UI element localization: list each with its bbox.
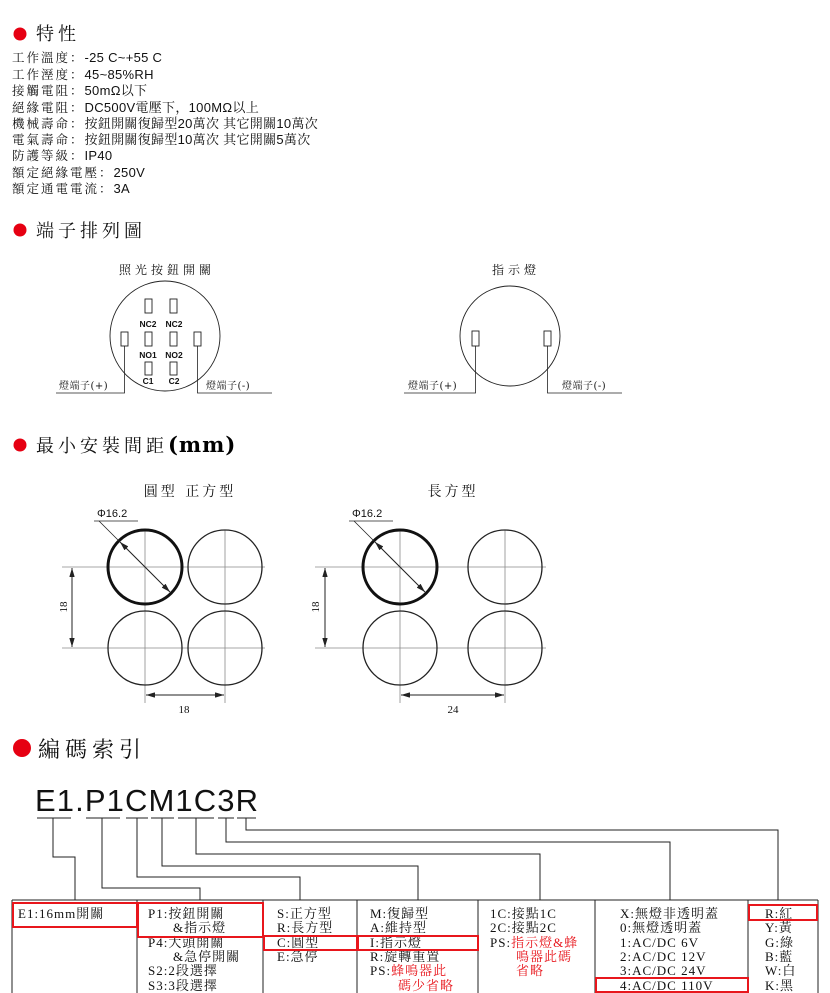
bullet-icon xyxy=(14,28,27,41)
spec-value: -25 C~+55 C xyxy=(84,50,163,65)
code-option: S3:3段選擇 xyxy=(148,978,218,993)
lamp-terminal-minus-label: 燈端子(-) xyxy=(562,381,607,392)
lamp-terminal-minus-label: 燈端子(-) xyxy=(206,381,251,392)
diameter-label: Φ16.2 xyxy=(352,508,383,520)
code-option: Y:黃 xyxy=(765,920,793,935)
section-title: 編碼索引 xyxy=(38,738,147,763)
code-option: C:圓型 xyxy=(277,935,320,950)
illuminated-switch-diagram xyxy=(56,262,272,393)
code-table xyxy=(12,900,818,993)
example-code: E1.P1CM1C3R xyxy=(35,783,258,818)
pin-label: NC2 xyxy=(139,319,157,329)
code-option: 2C:接點2C xyxy=(490,920,557,935)
rectangular-spacing-diagram xyxy=(310,483,546,716)
note-text: 省略 xyxy=(516,963,545,978)
code-option: S2:2段選擇 xyxy=(148,963,218,978)
diagram-caption: 圓型 正方型 xyxy=(143,484,237,500)
code-option: B:藍 xyxy=(765,949,794,964)
pin-label: NO1 xyxy=(139,350,157,360)
code-option: 0:無燈透明蓋 xyxy=(620,920,703,935)
spec-line xyxy=(12,50,162,65)
code-option: R:旋轉重置 xyxy=(370,949,441,964)
pin-label: C1 xyxy=(142,376,154,386)
code-option: G:綠 xyxy=(765,935,795,950)
spec-label: 額定通電電流： xyxy=(12,181,114,196)
spec-line xyxy=(12,100,259,116)
code-option: 1C:接點1C xyxy=(490,906,557,921)
note-prefix: PS: xyxy=(370,963,392,978)
terminal-pin xyxy=(145,299,152,313)
spec-value: 50mΩ以下 xyxy=(84,83,148,98)
spec-line xyxy=(12,181,130,196)
note-text: 指示燈&蜂 xyxy=(511,935,579,950)
spec-line xyxy=(12,148,112,163)
code-option: &急停開關 xyxy=(173,949,241,964)
spec-value: IP40 xyxy=(84,148,113,163)
note-text: 蜂鳴器此 xyxy=(391,963,448,978)
code-option: 1:AC/DC 6V xyxy=(620,935,699,950)
horizontal-pitch-label: 18 xyxy=(178,704,190,716)
voltage-column xyxy=(620,906,719,993)
horizontal-pitch-label: 24 xyxy=(447,704,459,716)
indicator-lamp-diagram xyxy=(404,262,622,393)
bullet-icon xyxy=(13,739,31,757)
spec-value: 按鈕開關復歸型10萬次 其它開關5萬次 xyxy=(84,132,311,147)
spec-label: 電氣壽命： xyxy=(12,132,85,147)
code-note xyxy=(370,963,447,978)
code-option: E:急停 xyxy=(277,949,319,964)
code-option: M:復歸型 xyxy=(370,906,430,921)
spec-label: 工作溫度： xyxy=(12,50,85,65)
lamp-terminal-plus-label: 燈端子(+) xyxy=(408,381,458,392)
diagram-caption: 長方型 xyxy=(427,484,479,500)
terminal-pin xyxy=(170,362,177,375)
diameter-leader xyxy=(354,521,375,542)
encoding-section xyxy=(12,738,818,993)
diagram-caption: 照光按鈕開關 xyxy=(118,263,216,277)
spec-label: 工作溼度： xyxy=(12,67,85,82)
code-option: R:紅 xyxy=(765,906,794,921)
pin-label: NO2 xyxy=(165,350,183,360)
spec-line xyxy=(12,116,318,131)
pin-label: C2 xyxy=(168,376,180,386)
code-option: X:無燈非透明蓋 xyxy=(620,906,720,921)
code-option: P1:按鈕開關 xyxy=(148,906,225,921)
spec-label: 防護等級： xyxy=(12,148,85,163)
pin-label: NC2 xyxy=(165,319,183,329)
section-title-text: 最小安裝間距 xyxy=(36,436,168,457)
diameter-leader xyxy=(99,521,120,542)
note-text: 鳴器此碼 xyxy=(516,949,573,964)
vertical-pitch-label: 18 xyxy=(58,601,70,613)
series-column xyxy=(18,906,104,921)
spec-value: 250V xyxy=(113,165,146,180)
terminal-section xyxy=(14,221,623,393)
spec-value: 45~85%RH xyxy=(84,67,154,82)
type-column xyxy=(148,906,240,993)
code-option: 4:AC/DC 110V xyxy=(620,978,714,993)
terminal-pin xyxy=(170,299,177,313)
spec-label: 絕緣電阻： xyxy=(12,100,85,115)
note-prefix: PS: xyxy=(490,935,512,950)
leader-line-series xyxy=(53,818,75,900)
spec-line xyxy=(12,67,154,82)
terminal-pin xyxy=(145,362,152,375)
spec-label: 接觸電阻： xyxy=(12,83,85,98)
spec-line xyxy=(12,132,311,147)
lamp-pin xyxy=(194,332,201,346)
code-option: W:白 xyxy=(765,963,797,978)
lamp-terminal-plus-label: 燈端子(+) xyxy=(59,381,109,392)
section-title xyxy=(36,432,236,457)
lamp-pin xyxy=(472,331,479,346)
code-option: 3:AC/DC 24V xyxy=(620,963,707,978)
contacts-column xyxy=(490,906,578,978)
section-title: 端子排列圖 xyxy=(36,221,146,242)
code-option: A:維持型 xyxy=(370,920,428,935)
code-option: &指示燈 xyxy=(173,920,227,935)
code-option: 2:AC/DC 12V xyxy=(620,949,707,964)
unit-label: (mm) xyxy=(168,432,237,457)
spec-line xyxy=(12,83,147,98)
lamp-pin xyxy=(544,331,551,346)
terminal-pin xyxy=(145,332,152,346)
round-square-spacing-diagram xyxy=(58,483,265,716)
leader-line-type xyxy=(102,818,200,900)
code-note xyxy=(490,935,578,950)
bullet-icon xyxy=(14,439,27,452)
note-text: 碼少省略 xyxy=(398,978,455,993)
code-option: P4:大頭開關 xyxy=(148,935,225,950)
code-option: K:黑 xyxy=(765,978,795,993)
spec-value: DC500V電壓下，100MΩ以上 xyxy=(84,100,259,115)
leader-line-color xyxy=(246,818,778,900)
code-option: R:長方型 xyxy=(277,920,334,935)
code-option: S:正方型 xyxy=(277,906,332,921)
code-option: E1:16mm開關 xyxy=(18,906,105,921)
diameter-label: Φ16.2 xyxy=(97,508,128,520)
spacing-section xyxy=(14,432,547,716)
diagram-caption: 指示燈 xyxy=(491,263,541,277)
vertical-pitch-label: 18 xyxy=(310,601,322,613)
code-option: I:指示燈 xyxy=(370,935,422,950)
features-section xyxy=(12,24,318,196)
spec-value: 按鈕開關復歸型20萬次 其它開關10萬次 xyxy=(84,116,319,131)
lamp-pin xyxy=(121,332,128,346)
bullet-icon xyxy=(14,224,27,237)
spec-label: 額定絕緣電壓： xyxy=(12,165,114,180)
terminal-pin xyxy=(170,332,177,346)
spec-line xyxy=(12,165,145,180)
code-leader-lines xyxy=(53,818,778,900)
spec-label: 機械壽命： xyxy=(12,116,85,131)
spec-value: 3A xyxy=(113,181,131,196)
section-title: 特性 xyxy=(36,24,80,45)
